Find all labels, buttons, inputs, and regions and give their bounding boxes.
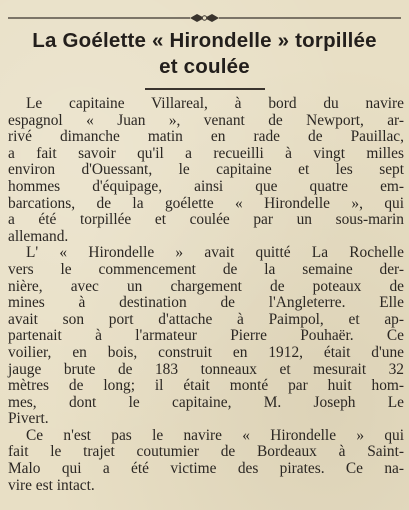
text-line: a été torpillée et coulée par un sous-marin — [8, 211, 404, 229]
article-body — [8, 96, 404, 494]
text-line: nière, avec un chargement de poteaux de — [8, 277, 404, 295]
text-line: fait le trajet coutumier de Bordeaux à Saint- — [8, 443, 404, 461]
text-line: mètres de long; il était monté par huit hom- — [8, 377, 404, 395]
headline-underline — [145, 88, 265, 90]
text-line: Ce n'est pas le navire « Hirondelle » qui — [26, 426, 404, 444]
text-line: hommes d'équipage, ainsi que quatre em- — [8, 177, 404, 195]
text-line: a fait savoir qu'il a recueilli à vingt milles — [8, 144, 404, 162]
headline-line-1: La Goélette « Hirondelle » torpillée — [32, 29, 377, 52]
text-line: espagnol « Juan », venant de Newport, ar- — [8, 111, 404, 129]
ornamental-rule-icon — [0, 12, 409, 24]
headline — [6, 28, 403, 80]
paragraph-3 — [8, 428, 404, 494]
text-line: Malo qui a été victime des pirates. Ce na- — [8, 460, 404, 478]
headline-line-2: et coulée — [159, 55, 250, 78]
text-line: Pivert. — [8, 410, 49, 428]
text-line: L' « Hirondelle » avait quitté La Rochelle — [26, 244, 404, 262]
text-line: allemand. — [8, 227, 69, 245]
text-line: barcations, de la goélette « Hirondelle », qui — [8, 194, 404, 212]
text-line: jauge brute de 183 tonneaux et mesurait 32 — [8, 360, 404, 378]
text-line: vers le commencement de la semaine der- — [8, 260, 404, 278]
text-line: mes, dont le capitaine, M. Joseph Le — [8, 393, 404, 411]
text-line: mines à destination de l'Angleterre. Elle — [8, 294, 404, 312]
text-line: partenait à l'armateur Pierre Pouhaër. Ce — [8, 327, 404, 345]
text-line: environ d'Ouessant, le capitaine et les sept — [8, 161, 404, 179]
text-line: voilier, en bois, construit en 1912, était d'une — [8, 343, 404, 361]
text-line: avait son port d'attache à Paimpol, et ap- — [8, 310, 404, 328]
paragraph-2 — [8, 245, 404, 428]
text-line: Le capitaine Villareal, à bord du navire — [26, 95, 404, 112]
paragraph-1 — [8, 96, 404, 245]
text-line: vire est intact. — [8, 476, 95, 494]
text-line: rivé dimanche matin en rade de Pauillac, — [8, 128, 404, 146]
